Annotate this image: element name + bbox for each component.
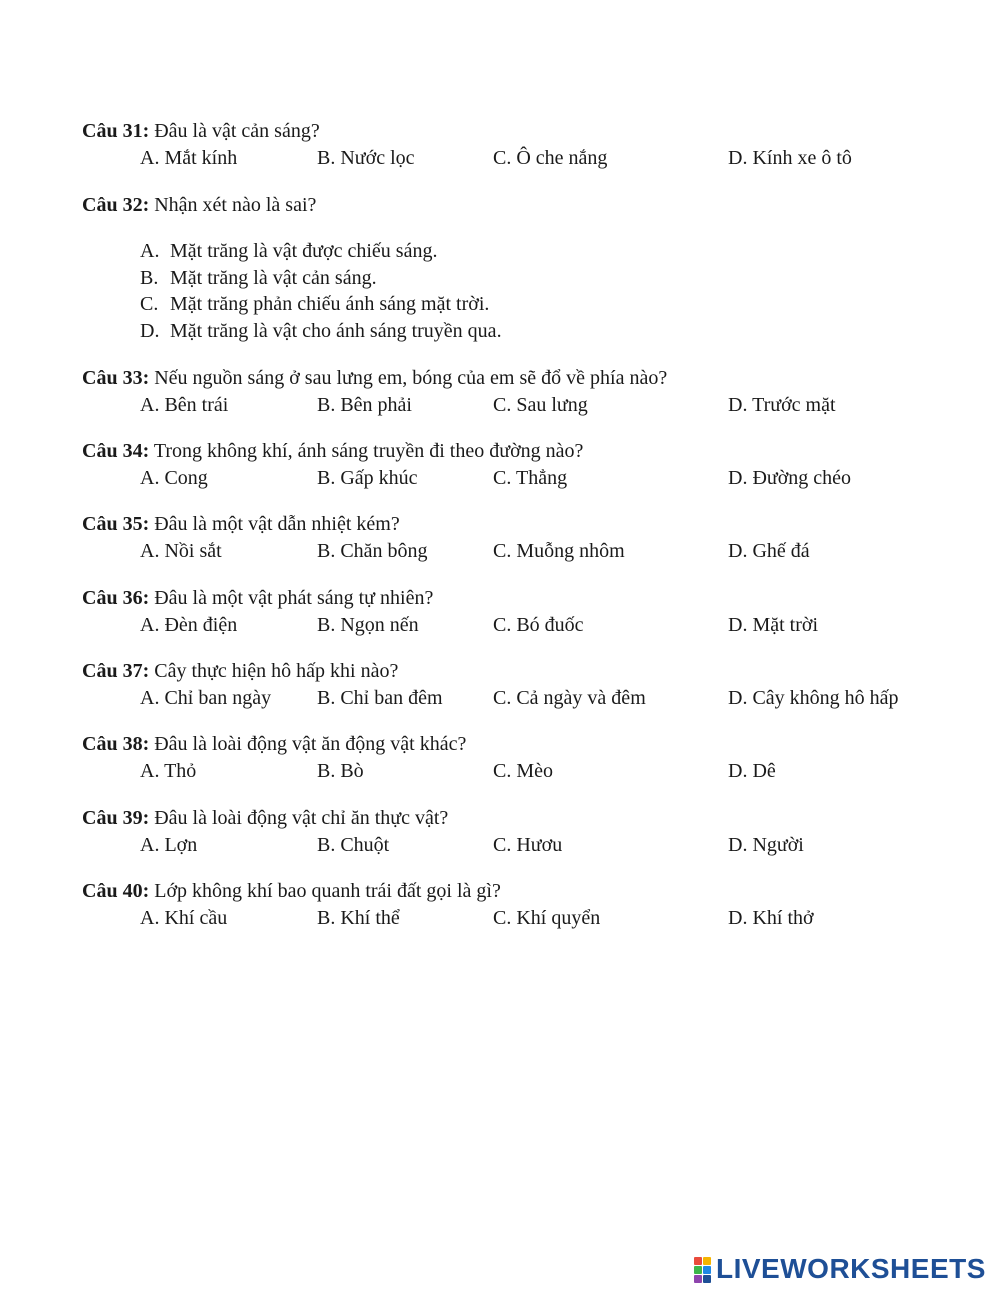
- option-c[interactable]: C. Thẳng: [493, 467, 568, 489]
- option-a[interactable]: A. Bên trái: [140, 394, 229, 416]
- option-a[interactable]: A. Nồi sắt: [140, 540, 222, 562]
- option-a[interactable]: A. Lợn: [140, 834, 198, 856]
- option-letter: C.: [140, 293, 159, 315]
- question-37-options: [140, 685, 960, 711]
- question-36: [82, 585, 433, 611]
- question-38-options: [140, 758, 960, 784]
- option-c[interactable]: C. Muỗng nhôm: [493, 540, 625, 562]
- question-text: Đâu là vật cản sáng?: [154, 120, 320, 142]
- question-39-options: [140, 832, 960, 858]
- question-33: [82, 365, 667, 391]
- option-letter: B.: [140, 266, 159, 289]
- option-b[interactable]: B. Nước lọc: [317, 147, 415, 169]
- option-b[interactable]: B. Gấp khúc: [317, 467, 418, 489]
- option-d[interactable]: [140, 318, 502, 345]
- option-text: Mặt trăng là vật cho ánh sáng truyền qua.: [170, 319, 502, 342]
- option-text: Mặt trăng là vật được chiếu sáng.: [170, 240, 438, 262]
- option-b[interactable]: B. Bên phải: [317, 394, 412, 416]
- option-b[interactable]: B. Chuột: [317, 834, 390, 856]
- option-d[interactable]: D. Người: [728, 834, 804, 856]
- option-c[interactable]: C. Cả ngày và đêm: [493, 687, 646, 709]
- option-b[interactable]: B. Bò: [317, 760, 364, 782]
- question-number: Câu 36:: [82, 587, 150, 609]
- option-c[interactable]: C. Khí quyển: [493, 907, 601, 929]
- question-text: Cây thực hiện hô hấp khi nào?: [154, 660, 399, 682]
- question-40: [82, 878, 501, 904]
- question-35-options: [140, 538, 960, 564]
- option-letter: D.: [140, 319, 160, 342]
- option-b[interactable]: B. Chỉ ban đêm: [317, 687, 443, 709]
- liveworksheets-logo-icon: [694, 1257, 712, 1281]
- question-text: Đâu là một vật phát sáng tự nhiên?: [154, 587, 434, 609]
- option-a[interactable]: A. Thỏ: [140, 760, 197, 782]
- option-d[interactable]: D. Kính xe ô tô: [728, 147, 852, 169]
- option-d[interactable]: D. Trước mặt: [728, 394, 836, 416]
- question-40-options: [140, 905, 960, 931]
- question-text: Lớp không khí bao quanh trái đất gọi là gì?: [154, 880, 501, 902]
- option-d[interactable]: D. Đường chéo: [728, 467, 852, 489]
- question-text: Nếu nguồn sáng ở sau lưng em, bóng của em sẽ đổ về phía nào?: [154, 367, 668, 389]
- option-b[interactable]: B. Chăn bông: [317, 540, 428, 562]
- option-c[interactable]: C. Ô che nắng: [493, 147, 608, 169]
- question-39: [82, 805, 448, 831]
- question-text: Nhận xét nào là sai?: [154, 194, 317, 216]
- option-a[interactable]: A. Mắt kính: [140, 147, 238, 169]
- option-c[interactable]: C. Mèo: [493, 760, 553, 782]
- question-35: [82, 511, 400, 537]
- question-33-options: [140, 392, 960, 418]
- option-d[interactable]: D. Mặt trời: [728, 614, 819, 636]
- option-a[interactable]: A. Khí cầu: [140, 907, 228, 929]
- option-letter: A.: [140, 240, 160, 262]
- question-number: Câu 31:: [82, 120, 150, 142]
- option-c[interactable]: C. Bó đuốc: [493, 614, 584, 636]
- question-38: [82, 731, 466, 757]
- question-31: [82, 118, 320, 144]
- question-text: Đâu là một vật dẫn nhiệt kém?: [154, 513, 400, 535]
- option-d[interactable]: D. Dê: [728, 760, 776, 782]
- question-32-options: [140, 238, 502, 344]
- option-d[interactable]: D. Cây không hô hấp: [728, 687, 899, 709]
- option-text: Mặt trăng phản chiếu ánh sáng mặt trời.: [170, 293, 490, 315]
- option-c[interactable]: C. Hươu: [493, 834, 563, 856]
- question-text: Đâu là loài động vật chỉ ăn thực vật?: [154, 807, 449, 829]
- question-34: [82, 438, 583, 464]
- logo-text: LIVEWORKSHEETS: [716, 1253, 986, 1284]
- option-d[interactable]: D. Ghế đá: [728, 540, 810, 562]
- question-36-options: [140, 612, 960, 638]
- option-a[interactable]: [140, 238, 502, 265]
- option-c[interactable]: [140, 291, 502, 318]
- option-text: Mặt trăng là vật cản sáng.: [170, 266, 377, 289]
- option-a[interactable]: A. Cong: [140, 467, 208, 489]
- question-number: Câu 35:: [82, 513, 150, 535]
- option-d[interactable]: D. Khí thở: [728, 907, 814, 929]
- question-number: Câu 40:: [82, 880, 150, 902]
- option-a[interactable]: A. Đèn điện: [140, 614, 238, 636]
- question-text: Đâu là loài động vật ăn động vật khác?: [154, 733, 467, 755]
- option-a[interactable]: A. Chỉ ban ngày: [140, 687, 272, 709]
- question-31-options: [140, 145, 960, 171]
- option-b[interactable]: [140, 265, 502, 292]
- question-number: Câu 38:: [82, 733, 150, 755]
- question-number: Câu 33:: [82, 367, 150, 389]
- question-number: Câu 32:: [82, 194, 150, 216]
- option-b[interactable]: B. Khí thể: [317, 907, 400, 929]
- question-32: [82, 192, 316, 218]
- option-c[interactable]: C. Sau lưng: [493, 394, 588, 416]
- option-b[interactable]: B. Ngọn nến: [317, 614, 419, 636]
- question-34-options: [140, 465, 960, 491]
- question-number: Câu 37:: [82, 660, 150, 682]
- question-number: Câu 34:: [82, 440, 150, 462]
- question-number: Câu 39:: [82, 807, 150, 829]
- liveworksheets-logo: [694, 1253, 986, 1285]
- question-37: [82, 658, 398, 684]
- question-text: Trong không khí, ánh sáng truyền đi theo đường nào?: [153, 440, 584, 462]
